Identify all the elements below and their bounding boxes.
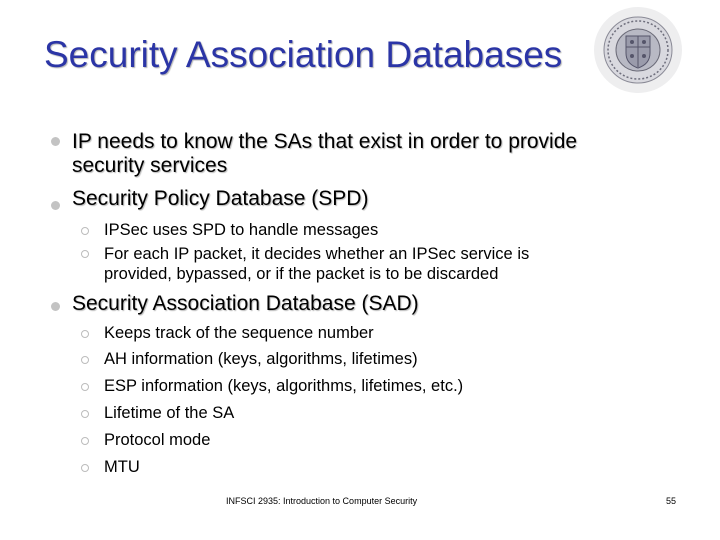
bullet-text	[72, 292, 419, 316]
bullet-line: Security Policy Database (SPD)	[72, 187, 369, 210]
sub-bullet-line: IPSec uses SPD to handle messages	[104, 221, 379, 239]
sub-bullet-text	[104, 323, 374, 343]
bullet-dot	[51, 137, 60, 146]
sub-bullet-text	[104, 403, 234, 423]
sub-bullet-ring	[81, 250, 89, 258]
bullet-text	[72, 187, 368, 211]
page-number: 55	[666, 496, 677, 506]
bullet-line: Security Association Database (SAD)	[72, 292, 419, 315]
sub-bullet-ring	[81, 410, 89, 418]
bullet-line: IP needs to know the SAs that exist in order to provide	[72, 130, 578, 153]
slide-title: Security Association Databases	[44, 34, 563, 75]
sub-bullet-line: Lifetime of the SA	[104, 404, 235, 422]
sub-bullet-ring	[81, 437, 89, 445]
sub-bullet-line: Keeps track of the sequence number	[104, 324, 374, 342]
sub-bullet-line: For each IP packet, it decides whether an IPSec service is	[104, 245, 530, 263]
sub-bullet-line: MTU	[104, 458, 140, 476]
sub-bullet-text	[104, 430, 210, 450]
bullet-dot	[51, 201, 60, 210]
bullet-dot	[51, 302, 60, 311]
bullet-text	[72, 130, 577, 178]
sub-bullet-line: provided, bypassed, or if the packet is to be discarded	[104, 265, 499, 283]
sub-bullet-line: ESP information (keys, algorithms, lifetimes, etc.)	[104, 377, 464, 395]
sub-bullet-text	[104, 376, 463, 396]
sub-bullet-ring	[81, 227, 89, 235]
slide-footer: INFSCI 2935: Introduction to Computer Security	[226, 496, 418, 506]
sub-bullet-line: AH information (keys, algorithms, lifetimes)	[104, 350, 418, 368]
sub-bullet-text	[104, 244, 529, 284]
sub-bullet-line: Protocol mode	[104, 431, 211, 449]
sub-bullet-ring	[81, 356, 89, 364]
sub-bullet-text	[104, 349, 418, 369]
sub-bullet-ring	[81, 464, 89, 472]
sub-bullet-ring	[81, 330, 89, 338]
sub-bullet-text	[104, 457, 140, 477]
bullet-line: security services	[72, 154, 228, 177]
sub-bullet-text	[104, 220, 378, 240]
sub-bullet-ring	[81, 383, 89, 391]
